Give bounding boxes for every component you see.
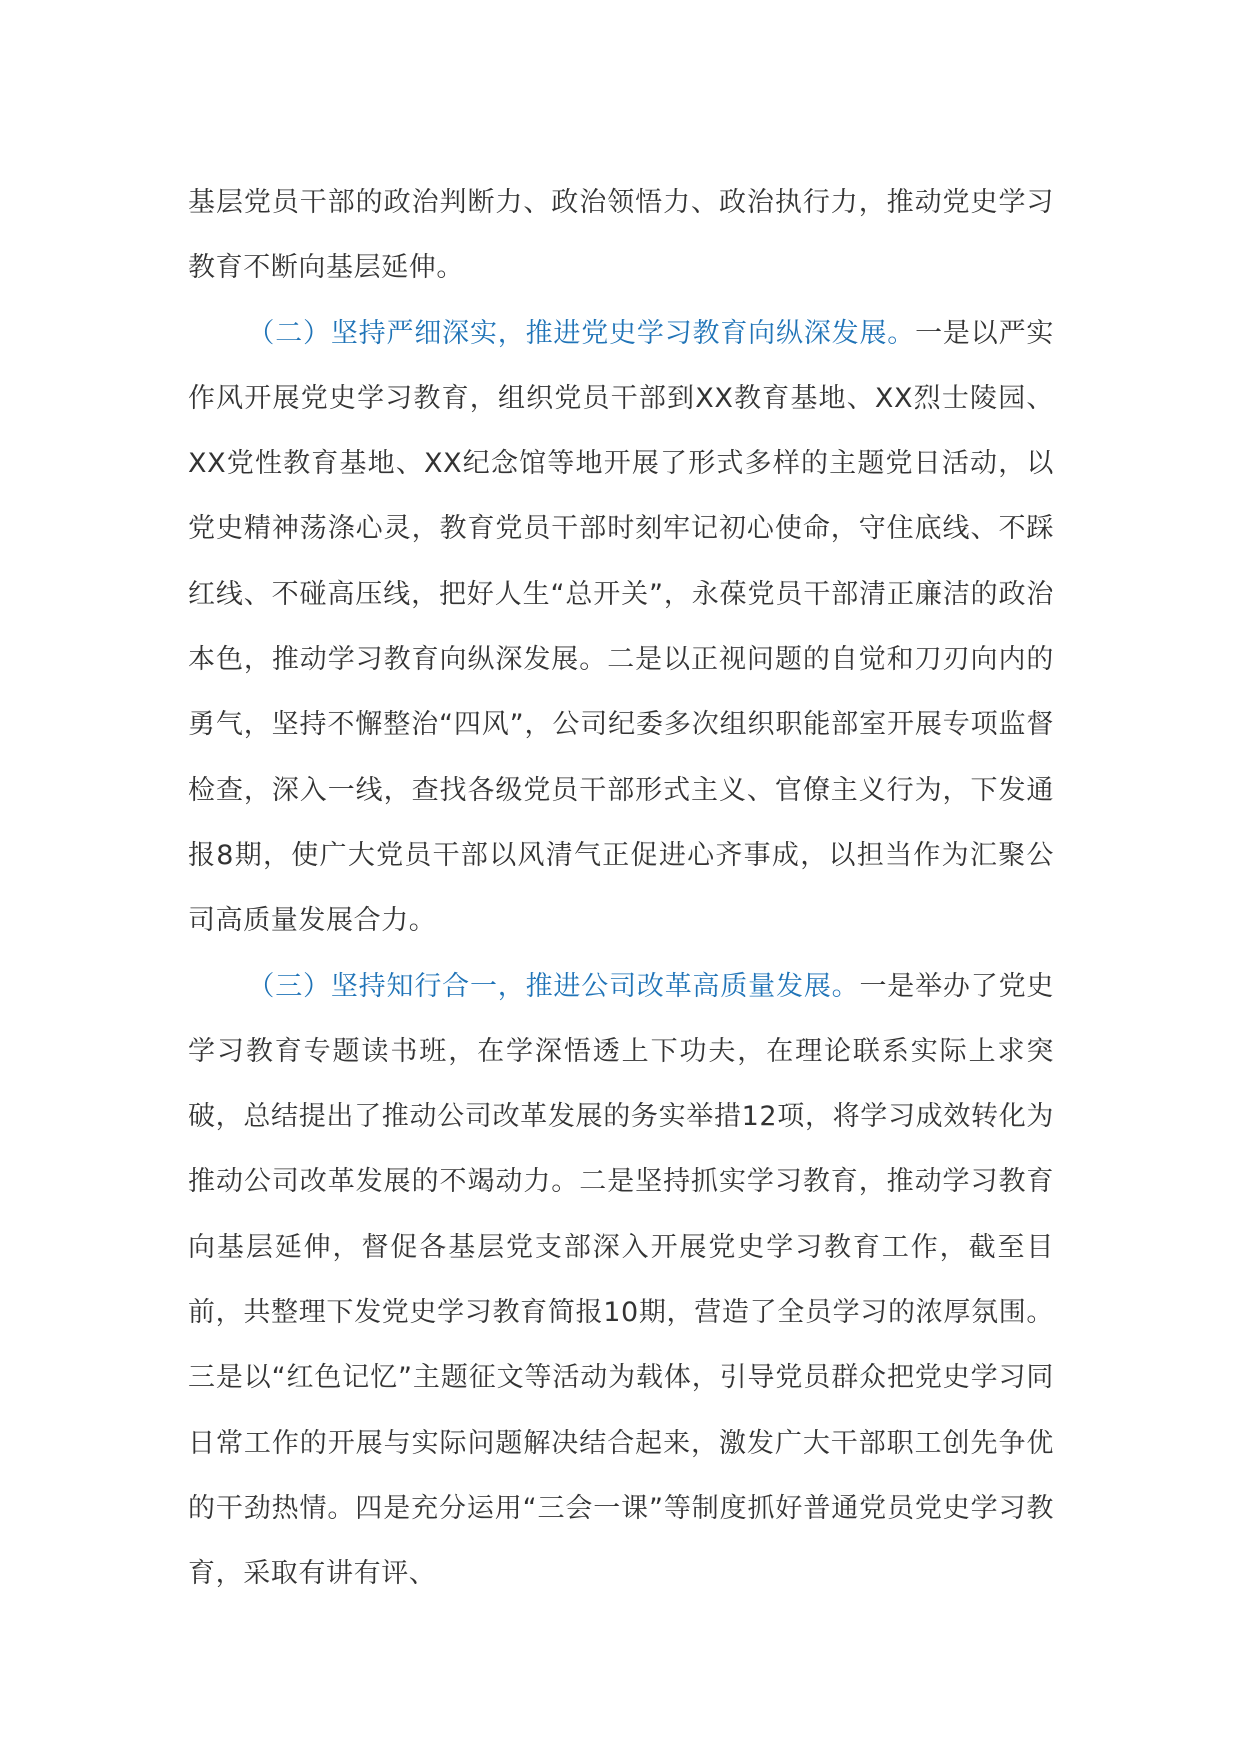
section-2-text: 一是以严实作风开展党史学习教育，组织党员干部到XX教育基地、XX烈士陵园、XX党性教育基地、XX纪念馆等地开展了形式多样的主题党日活动，以党史精神荡涤心灵，教育党员干部时刻牢记初心使命，守住底线、不踩红线、不碰高压线，把好人生“总开关”，永葆党员干部清正廉洁的政治本色，推动学习教育向纵深发展。二是以正视问题的自觉和刀刃向内的勇气，坚持不懈整治“四风”，公司纪委多次组织职能部室开展专项监督检查，深入一线，查找各级党员干部形式主义、官僚主义行为，下发通报8期，使广大党员干部以风清气正促进心齐事成，以担当作为汇聚公司高质量发展合力。 (188, 317, 1054, 937)
section-3-text: 一是举办了党史学习教育专题读书班，在学深悟透上下功夫，在理论联系实际上求突破，总结提出了推动公司改革发展的务实举措12项，将学习成效转化为推动公司改革发展的不竭动力。二是坚持抓实学习教育，推动学习教育向基层延伸，督促各基层党支部深入开展党史学习教育工作，截至目前，共整理下发党史学习教育简报10期，营造了全员学习的浓厚氛围。三是以“红色记忆”主题征文等活动为载体，引导党员群众把党史学习同日常工作的开展与实际问题解决结合起来，激发广大干部职工创先争优的干劲热情。四是充分运用“三会一课”等制度抓好普通党员党史学习教育，采取有讲有评、 (188, 970, 1054, 1590)
paragraph-section-3 (188, 954, 1054, 1607)
document-body (188, 170, 1054, 1607)
section-2-heading: （二）坚持严细深实，推进党史学习教育向纵深发展。 (247, 317, 916, 349)
section-3-heading: （三）坚持知行合一，推进公司改革高质量发展。 (247, 970, 860, 1002)
paragraph-section-2 (188, 301, 1054, 954)
paragraph-1-text: 基层党员干部的政治判断力、政治领悟力、政治执行力，推动党史学习教育不断向基层延伸。 (188, 187, 1054, 284)
paragraph-continuation (188, 170, 1054, 301)
